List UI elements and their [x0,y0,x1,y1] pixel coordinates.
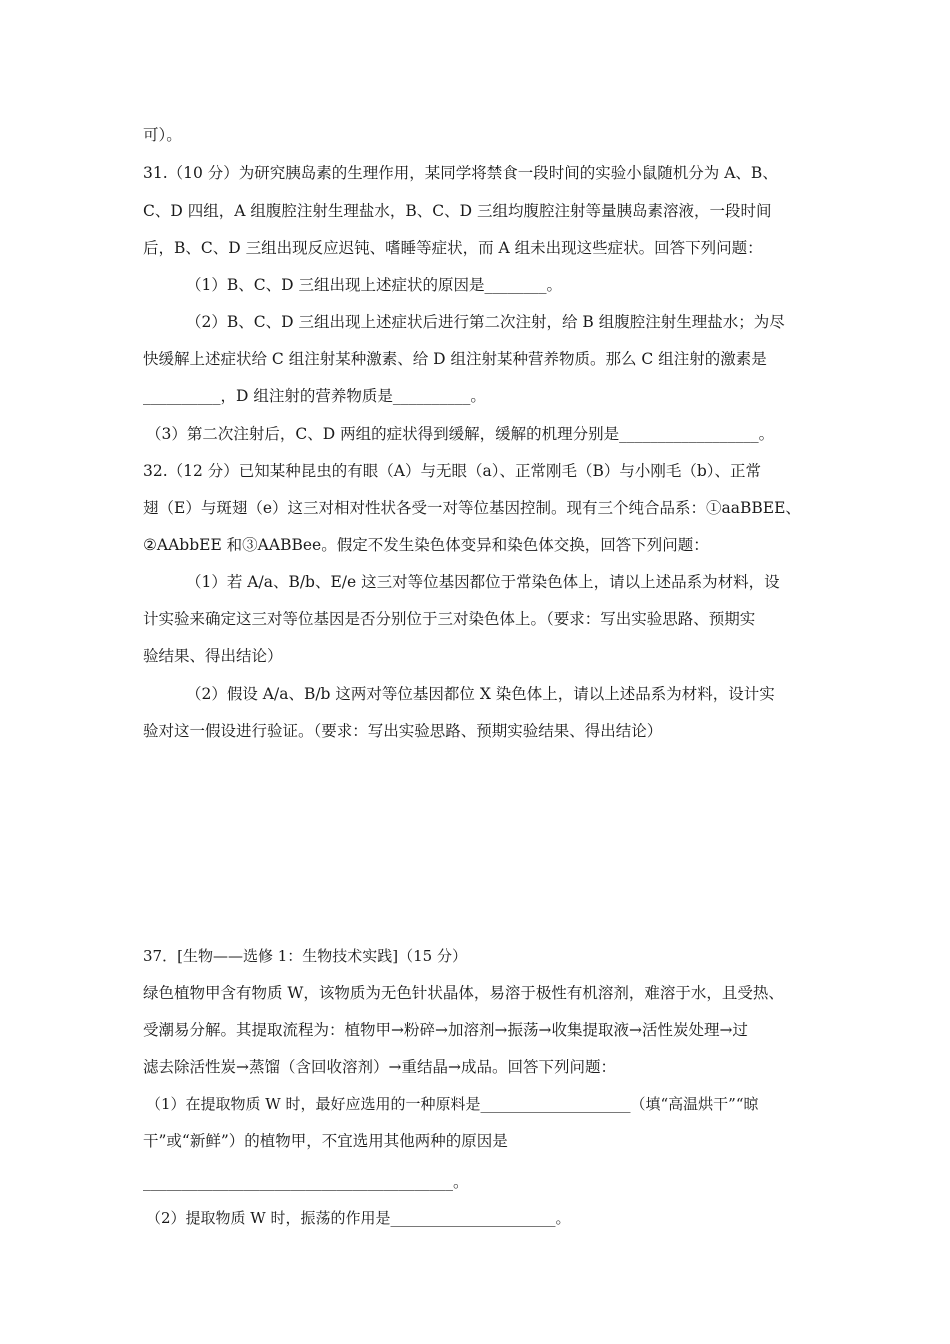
text-line: 翅（E）与斑翅（e）这三对相对性状各受一对等位基因控制。现有三个纯合品系：①aaBBEE、 [143,499,801,517]
q37-part2: （2）提取物质 W 时，振荡的作用是______________________。 [146,1209,571,1227]
text-line: 计实验来确定这三对等位基因是否分别位于三对染色体上。（要求：写出实验思路、预期实 [143,610,756,628]
question-31-line: 31.（10 分）为研究胰岛素的生理作用，某同学将禁食一段时间的实验小鼠随机分为 A、B、 [143,164,778,182]
text-line: 快缓解上述症状给 C 组注射某种激素、给 D 组注射某种营养物质。那么 C 组注射的激素是 [143,350,767,368]
question-37-header: 37．[生物——选修 1：生物技术实践]（15 分） [143,947,467,965]
q31-part2: （2）B、C、D 三组出现上述症状后进行第二次注射，给 B 组腹腔注射生理盐水；为尽 [186,313,785,331]
text-line: 滤去除活性炭→蒸馏（含回收溶剂）→重结晶→成品。回答下列问题： [143,1058,616,1076]
text-line: 可）。 [143,126,182,144]
text-line: 验结果、得出结论） [143,647,283,665]
answer-blank-line: ________________________________________。 [143,1173,469,1191]
text-line: 验对这一假设进行验证。（要求：写出实验思路、预期实验结果、得出结论） [143,722,663,740]
text-line: 绿色植物甲含有物质 W，该物质为无色针状晶体，易溶于极性有机溶剂，难溶于水，且受热、 [143,984,784,1002]
text-line: __________，D 组注射的营养物质是__________。 [143,387,486,405]
text-line: 受潮易分解。其提取流程为：植物甲→粉碎→加溶剂→振荡→收集提取液→活性炭处理→过 [143,1021,748,1039]
question-32-line: 32.（12 分）已知某种昆虫的有眼（A）与无眼（a）、正常刚毛（B）与小刚毛（b）、正常 [143,462,762,480]
q31-part1: （1）B、C、D 三组出现上述症状的原因是________。 [186,276,562,294]
text-line: ②AAbbEE 和③AABBee。假定不发生染色体变异和染色体交换，回答下列问题： [143,536,709,554]
text-line: C、D 四组，A 组腹腔注射生理盐水，B、C、D 三组均腹腔注射等量胰岛素溶液，一段时间 [143,202,772,220]
q32-part2: （2）假设 A/a、B/b 这两对等位基因都位 X 染色体上，请以上述品系为材料，设计实 [186,685,775,703]
text-line: 干”或“新鲜”）的植物甲，不宜选用其他两种的原因是 [143,1132,508,1150]
text-line: 后，B、C、D 三组出现反应迟钝、嗜睡等症状，而 A 组未出现这些症状。回答下列问题： [143,239,763,257]
q37-part1: （1）在提取物质 W 时，最好应选用的一种原料是____________________（填“高温烘干”“晾 [146,1095,759,1113]
q31-part3: （3）第二次注射后，C、D 两组的症状得到缓解，缓解的机理分别是__________________。 [146,425,775,443]
q32-part1: （1）若 A/a、B/b、E/e 这三对等位基因都位于常染色体上，请以上述品系为材料，设 [186,573,780,591]
